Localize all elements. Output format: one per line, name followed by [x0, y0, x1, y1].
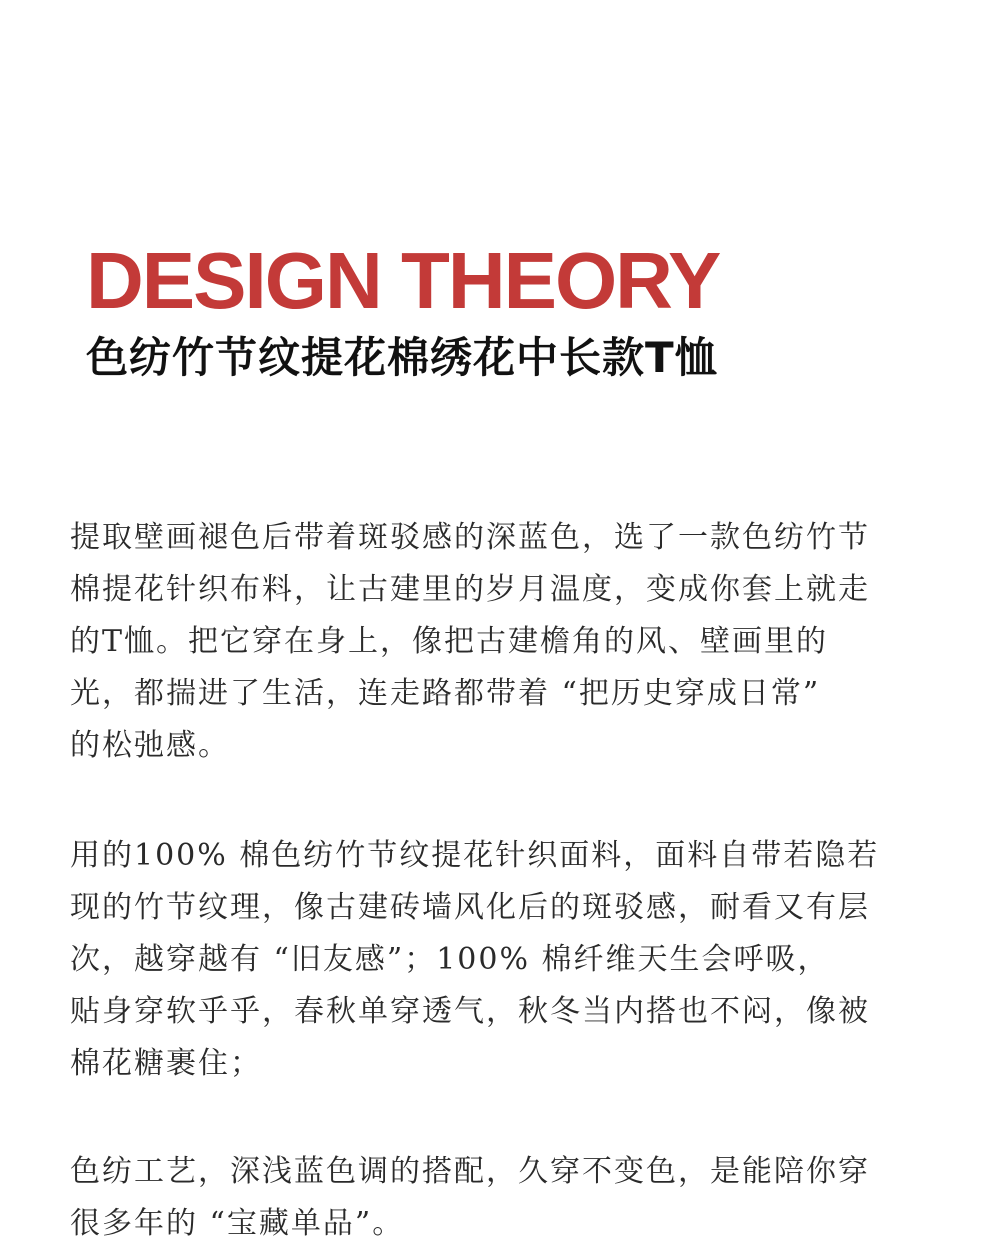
paragraph-line: 很多年的 “宝藏单品”。: [70, 1206, 405, 1241]
paragraph-line: 棉提花针织布料，让古建里的岁月温度，变成你套上就走: [70, 572, 870, 607]
paragraph-craft: [70, 1146, 930, 1250]
english-title: DESIGN THEORY: [86, 236, 720, 325]
paragraph-line: 用的100% 棉色纺竹节纹提花针织面料，面料自带若隐若: [70, 838, 880, 873]
paragraph-line: 现的竹节纹理，像古建砖墙风化后的斑驳感，耐看又有层: [70, 890, 870, 925]
paragraph-fabric: [70, 830, 930, 1090]
paragraph-line: 提取壁画褪色后带着斑驳感的深蓝色，选了一款色纺竹节: [70, 520, 870, 555]
chinese-subtitle: 色纺竹节纹提花棉绣花中长款T恤: [86, 333, 718, 382]
paragraph-design-story: [70, 512, 930, 772]
paragraph-line: 棉花糖裹住；: [70, 1046, 262, 1081]
paragraph-line: 的松弛感。: [70, 728, 230, 763]
paragraph-line: 贴身穿软乎乎，春秋单穿透气，秋冬当内搭也不闷，像被: [70, 994, 870, 1029]
paragraph-line: 色纺工艺，深浅蓝色调的搭配，久穿不变色，是能陪你穿: [70, 1154, 870, 1189]
paragraph-line: 光，都揣进了生活，连走路都带着 “把历史穿成日常”: [70, 676, 821, 711]
paragraph-line: 的T恤。把它穿在身上，像把古建檐角的风、壁画里的: [70, 624, 829, 659]
paragraph-line: 次，越穿越有 “旧友感”；100% 棉纤维天生会呼吸，: [70, 942, 830, 977]
